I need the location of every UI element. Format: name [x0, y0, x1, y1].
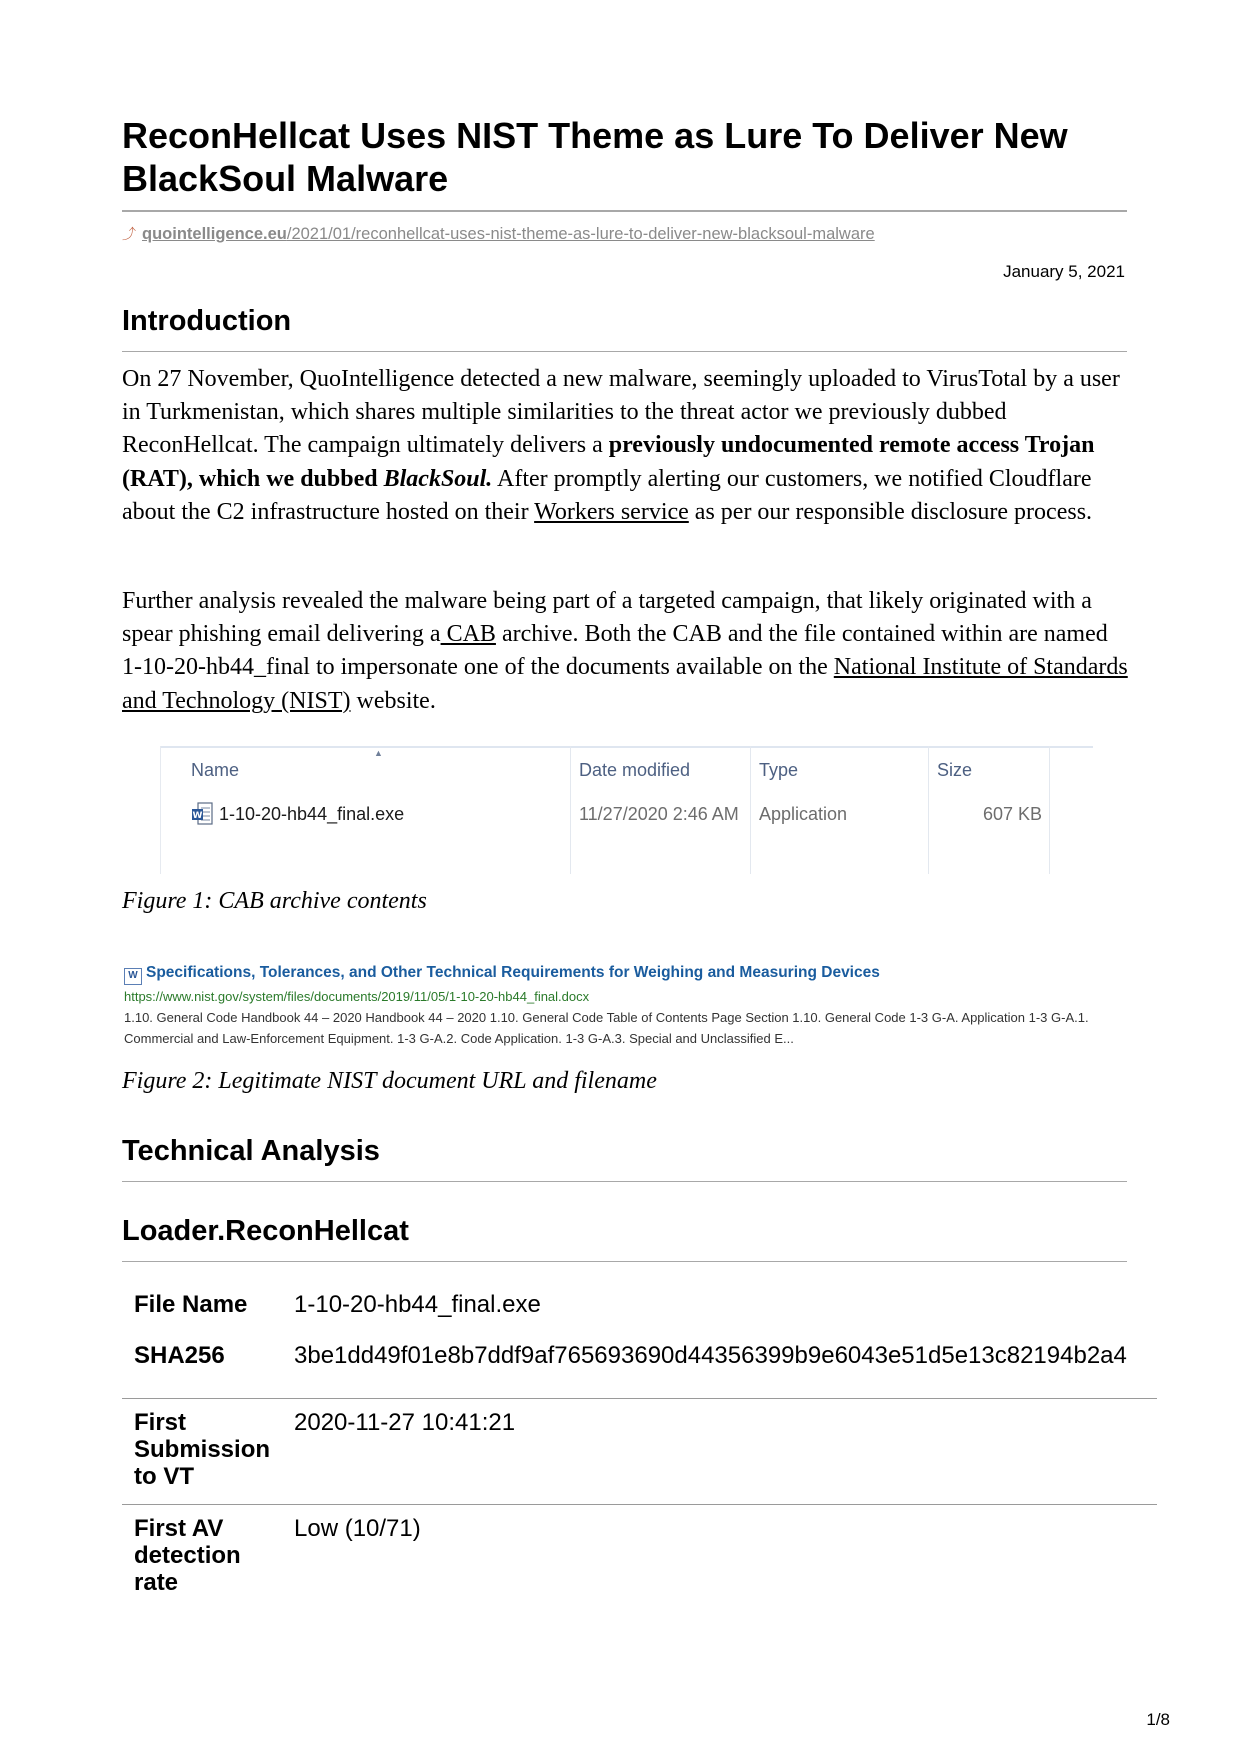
- intro-p2-text-b: archive. Both the CAB and the file contained within are named 1-10-20-hb44_final to impersonate one of the documents available on the: [122, 621, 1108, 681]
- figure-1-caption: Figure 1: CAB archive contents: [122, 888, 427, 914]
- word-file-icon: W: [124, 968, 142, 985]
- sort-arrow-icon: ▲: [374, 748, 383, 758]
- table-key: First Submission to VT: [122, 1398, 284, 1504]
- sample-info-table: [122, 1291, 1157, 1604]
- intro-p1-text-c: as per our responsible disclosure process.: [688, 498, 1093, 525]
- column-divider: [570, 746, 571, 874]
- source-domain: quointelligence.eu: [142, 225, 287, 243]
- source-path: /2021/01/reconhellcat-uses-nist-theme-as-lure-to-deliver-new-blacksoul-malware: [286, 225, 875, 243]
- page-number: 1/8: [1146, 1710, 1170, 1729]
- file-name-cell[interactable]: 1-10-20-hb44_final.exe: [219, 804, 405, 824]
- link-icon: ⤴: [122, 226, 136, 242]
- intro-p2-text-c: website.: [350, 687, 436, 714]
- file-size-cell: 607 KB: [983, 804, 1043, 824]
- technical-analysis-divider: [122, 1181, 1127, 1182]
- source-url-row: [122, 224, 875, 244]
- column-header-size[interactable]: Size: [937, 760, 973, 780]
- workers-service-link[interactable]: Workers service: [534, 498, 689, 525]
- search-result-url[interactable]: https://www.nist.gov/system/files/documents/2019/11/05/1-10-20-hb44_final.docx: [124, 989, 590, 1004]
- column-header-name[interactable]: Name: [191, 760, 240, 780]
- intro-p1-text-b: After promptly alerting our customers, we notified Cloudflare about the C2 infrastructure hosted on their: [122, 465, 1092, 525]
- source-link[interactable]: [142, 225, 875, 243]
- search-result-snippet: 1.10. General Code Handbook 44 – 2020 Handbook 44 – 2020 1.10. General Code Table of Contents Page Section 1.10. General Code 1-3 G-A. Application 1-3 G-A.1. Commercial and Law-Enforcement Equipment. 1-3 G-A.2. Code Application. 1-3 G-A.3. Special and Unclassified E...: [124, 1010, 1089, 1046]
- table-row: [122, 1398, 1157, 1504]
- publish-date: January 5, 2021: [1003, 262, 1125, 281]
- table-value: 3be1dd49f01e8b7ddf9af765693690d44356399b9e6043e51d5e13c82194b2a4: [294, 1342, 1127, 1369]
- table-row: [122, 1291, 1157, 1342]
- search-result-title[interactable]: [124, 964, 1124, 985]
- title-divider: [122, 210, 1127, 212]
- column-divider: [1049, 746, 1050, 874]
- table-key: File Name: [134, 1291, 248, 1318]
- intro-paragraph-1: [122, 363, 1132, 529]
- table-value: Low (10/71): [284, 1504, 1157, 1604]
- loader-divider: [122, 1261, 1127, 1262]
- column-divider: [750, 746, 751, 874]
- loader-heading: Loader.ReconHellcat: [122, 1215, 409, 1247]
- technical-analysis-heading: Technical Analysis: [122, 1135, 380, 1167]
- file-date-cell: 11/27/2020 2:46 AM: [579, 804, 739, 824]
- table-value: 2020-11-27 10:41:21: [284, 1398, 1157, 1504]
- table-row: [122, 1504, 1157, 1604]
- table-key: First AV detection rate: [122, 1504, 284, 1604]
- figure-2-search-result: [124, 964, 1124, 1049]
- column-header-type[interactable]: Type: [759, 760, 799, 780]
- table-row: [122, 1342, 1157, 1398]
- column-divider: [928, 746, 929, 874]
- word-document-icon: [191, 802, 213, 826]
- file-type-cell: Application: [759, 804, 848, 824]
- figure-1-explorer: [160, 746, 1093, 874]
- table-value: 1-10-20-hb44_final.exe: [294, 1291, 541, 1318]
- page-title: ReconHellcat Uses NIST Theme as Lure To Deliver New BlackSoul Malware: [122, 115, 1068, 199]
- svg-text:W: W: [192, 811, 203, 821]
- explorer-header-line: [161, 746, 1093, 748]
- introduction-heading: Introduction: [122, 305, 292, 337]
- intro-p1-text-a: On 27 November, QuoIntelligence detected a new malware, seemingly uploaded to VirusTotal by a user in Turkmenistan, which shares multiple similarities to the threat actor we previously dubbed ReconHellcat. The campaign ultimately delivers a: [122, 366, 1120, 459]
- intro-p1-bold-italic: BlackSoul.: [383, 465, 493, 492]
- intro-paragraph-2: [122, 585, 1132, 718]
- search-result-title-text: Specifications, Tolerances, and Other Technical Requirements for Weighing and Measuring Devices: [146, 964, 880, 981]
- figure-2-caption: Figure 2: Legitimate NIST document URL and filename: [122, 1068, 657, 1094]
- cab-link[interactable]: CAB: [440, 621, 496, 648]
- column-header-date[interactable]: Date modified: [579, 760, 691, 780]
- introduction-divider: [122, 351, 1127, 352]
- nist-link[interactable]: National Institute of Standards and Technology (NIST): [122, 654, 1128, 714]
- table-key: SHA256: [134, 1342, 225, 1369]
- intro-p2-text-a: Further analysis revealed the malware being part of a targeted campaign, that likely originated with a spear phishing email delivering a: [122, 588, 1092, 648]
- intro-p1-bold: previously undocumented remote access Trojan (RAT), which we dubbed: [122, 432, 1095, 492]
